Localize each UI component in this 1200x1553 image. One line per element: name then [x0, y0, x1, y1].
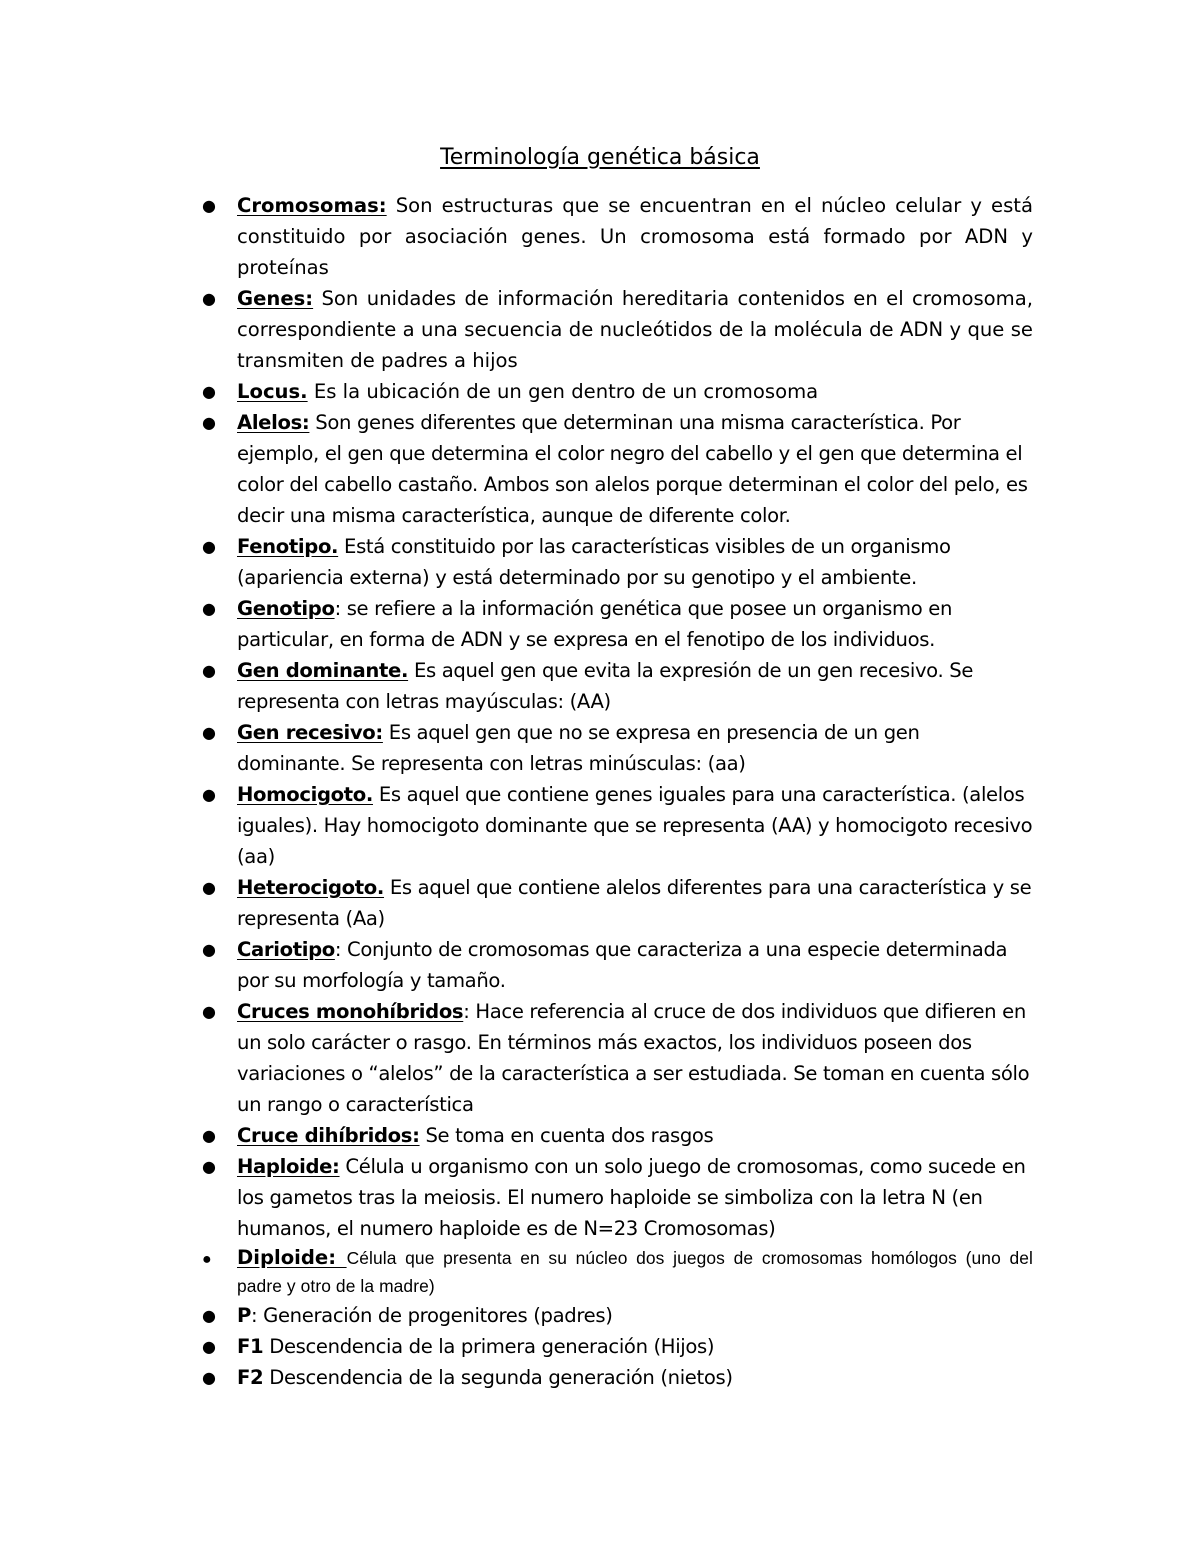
bullet-icon: ●: [202, 599, 216, 618]
list-item: [202, 407, 1033, 531]
term: Locus.: [237, 380, 308, 403]
definition: Célula u organismo con un solo juego de cromosomas, como sucede en los gametos tras la meiosis. El numero haploide se simboliza con la letra N (en humanos, el numero haploide es de N=23 Cromosomas): [237, 1155, 1026, 1240]
definition: Es aquel gen que no se expresa en presencia de un gen dominante. Se representa con letras minúsculas: (aa): [237, 721, 920, 775]
definition: Son unidades de información hereditaria contenidos en el cromosoma, correspondiente a una secuencia de nucleótidos de la molécula de ADN y que se transmiten de padres a hijos: [237, 287, 1033, 372]
definition: Está constituido por las características visibles de un organismo (apariencia externa) y está determinado por su genotipo y el ambiente.: [237, 535, 951, 589]
definition: Es la ubicación de un gen dentro de un cromosoma: [307, 380, 819, 403]
term: Heterocigoto.: [237, 876, 385, 899]
bullet-icon: ●: [202, 723, 216, 742]
definition: Es aquel que contiene alelos diferentes para una característica y se representa (Aa): [237, 876, 1032, 930]
bullet-icon: ●: [202, 196, 216, 215]
bullet-icon: ●: [202, 289, 216, 308]
term: Homocigoto.: [237, 783, 373, 806]
term: Genes:: [237, 287, 314, 310]
list-item: [202, 593, 1033, 655]
term: P: [237, 1304, 252, 1327]
definition: Es aquel que contiene genes iguales para una característica. (alelos iguales). Hay homocigoto dominante que se representa (AA) y homocigoto recesivo (aa): [237, 783, 1033, 868]
list-item: [202, 283, 1033, 376]
list-item: [202, 376, 1033, 407]
list-item: [202, 1300, 1033, 1331]
term: F1: [237, 1335, 264, 1358]
bullet-icon: ●: [202, 537, 216, 556]
list-item: [202, 190, 1033, 283]
bullet-icon: ●: [202, 1251, 212, 1268]
definition: Descendencia de la primera generación (Hijos): [263, 1335, 715, 1358]
definition: Célula que presenta en su núcleo dos juegos de cromosomas homólogos (uno del padre y otro de la madre): [237, 1248, 1033, 1296]
bullet-icon: ●: [202, 1368, 216, 1387]
list-item: [202, 872, 1033, 934]
bullet-icon: ●: [202, 1126, 216, 1145]
bullet-icon: ●: [202, 382, 216, 401]
document-title: Terminología genética básica: [440, 145, 760, 170]
list-item: [202, 1244, 1033, 1300]
term: Gen recesivo:: [237, 721, 383, 744]
definition: : Hace referencia al cruce de dos individuos que difieren en un solo carácter o rasgo. En términos más exactos, los individuos poseen dos variaciones o “alelos” de la característica a ser estudiada. Se toman en cuenta sólo un rango o característica: [237, 1000, 1030, 1116]
definition: : se refiere a la información genética que posee un organismo en particular, en forma de ADN y se expresa en el fenotipo de los individuos.: [237, 597, 953, 651]
term: Cariotipo: [237, 938, 335, 961]
list-item: [202, 531, 1033, 593]
bullet-icon: ●: [202, 1306, 216, 1325]
list-item: [202, 655, 1033, 717]
term: Fenotipo.: [237, 535, 339, 558]
bullet-icon: ●: [202, 1157, 216, 1176]
list-item: [202, 1151, 1033, 1244]
term: F2: [237, 1366, 264, 1389]
terms-list: [202, 190, 1033, 1393]
definition: Descendencia de la segunda generación (nietos): [263, 1366, 733, 1389]
list-item: [202, 779, 1033, 872]
term: Alelos:: [237, 411, 310, 434]
bullet-icon: ●: [202, 661, 216, 680]
definition: Se toma en cuenta dos rasgos: [419, 1124, 714, 1147]
list-item: [202, 717, 1033, 779]
bullet-icon: ●: [202, 785, 216, 804]
term: Cromosomas:: [237, 194, 387, 217]
list-item: [202, 1362, 1033, 1393]
definition: : Generación de progenitores (padres): [251, 1304, 613, 1327]
bullet-icon: ●: [202, 413, 216, 432]
bullet-icon: ●: [202, 878, 216, 897]
term: Diploide:: [237, 1246, 347, 1269]
definition: Son genes diferentes que determinan una misma característica. Por ejemplo, el gen que determina el color negro del cabello y el gen que determina el color del cabello castaño. Ambos son alelos porque determinan el color del pelo, es decir una misma característica, aunque de diferente color.: [237, 411, 1028, 527]
definition: : Conjunto de cromosomas que caracteriza a una especie determinada por su morfología y tamaño.: [237, 938, 1008, 992]
list-item: [202, 996, 1033, 1120]
term: Gen dominante.: [237, 659, 409, 682]
bullet-icon: ●: [202, 940, 216, 959]
term: Cruce dihíbridos:: [237, 1124, 420, 1147]
definition: Son estructuras que se encuentran en el núcleo celular y está constituido por asociación genes. Un cromosoma está formado por ADN y proteínas: [237, 194, 1033, 279]
term: Cruces monohíbridos: [237, 1000, 464, 1023]
term: Genotipo: [237, 597, 335, 620]
term: Haploide:: [237, 1155, 340, 1178]
bullet-icon: ●: [202, 1002, 216, 1021]
list-item: [202, 934, 1033, 996]
definition: Es aquel gen que evita la expresión de un gen recesivo. Se representa con letras mayúsculas: (AA): [237, 659, 974, 713]
list-item: [202, 1331, 1033, 1362]
bullet-icon: ●: [202, 1337, 216, 1356]
list-item: [202, 1120, 1033, 1151]
